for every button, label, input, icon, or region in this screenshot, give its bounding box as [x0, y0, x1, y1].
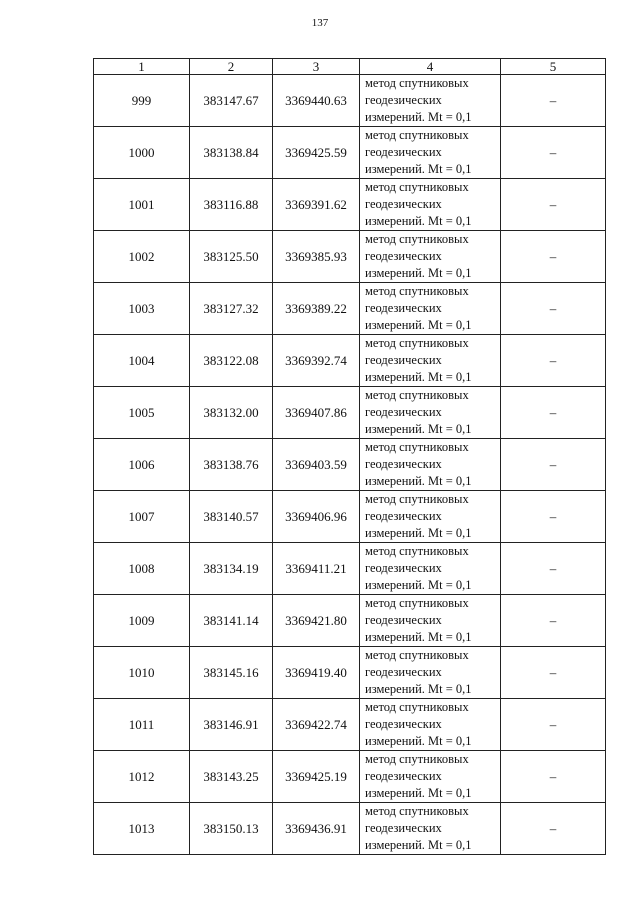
x-coordinate-cell: 383138.76: [190, 439, 273, 491]
note-cell: –: [501, 127, 606, 179]
y-coordinate-cell: 3369422.74: [273, 699, 360, 751]
point-number-cell: 1003: [94, 283, 190, 335]
method-line: измерений. Mt = 0,1: [365, 578, 472, 592]
x-coordinate-cell: 383145.16: [190, 647, 273, 699]
note-cell: –: [501, 179, 606, 231]
y-coordinate-cell: 3369425.59: [273, 127, 360, 179]
method-line: метод спутниковых: [365, 700, 469, 714]
method-line: геодезических: [365, 301, 442, 315]
point-number-cell: 1010: [94, 647, 190, 699]
method-cell: [360, 127, 501, 179]
method-line: геодезических: [365, 613, 442, 627]
method-cell: [360, 283, 501, 335]
coordinates-table: [93, 58, 606, 855]
note-cell: –: [501, 283, 606, 335]
method-line: измерений. Mt = 0,1: [365, 474, 472, 488]
x-coordinate-cell: 383150.13: [190, 803, 273, 855]
method-line: геодезических: [365, 145, 442, 159]
method-line: геодезических: [365, 457, 442, 471]
table-body: [94, 75, 606, 855]
method-line: метод спутниковых: [365, 596, 469, 610]
table-row: [94, 127, 606, 179]
point-number-cell: 1012: [94, 751, 190, 803]
method-line: метод спутниковых: [365, 336, 469, 350]
note-cell: –: [501, 335, 606, 387]
table-row: [94, 387, 606, 439]
table-row: [94, 439, 606, 491]
method-line: геодезических: [365, 717, 442, 731]
method-line: геодезических: [365, 821, 442, 835]
y-coordinate-cell: 3369421.80: [273, 595, 360, 647]
method-line: метод спутниковых: [365, 804, 469, 818]
method-line: измерений. Mt = 0,1: [365, 630, 472, 644]
method-line: измерений. Mt = 0,1: [365, 838, 472, 852]
note-cell: –: [501, 387, 606, 439]
header-col-3: 3: [273, 59, 360, 75]
point-number-cell: 1005: [94, 387, 190, 439]
method-cell: [360, 803, 501, 855]
y-coordinate-cell: 3369425.19: [273, 751, 360, 803]
note-cell: –: [501, 751, 606, 803]
point-number-cell: 1006: [94, 439, 190, 491]
point-number-cell: 1013: [94, 803, 190, 855]
y-coordinate-cell: 3369391.62: [273, 179, 360, 231]
y-coordinate-cell: 3369392.74: [273, 335, 360, 387]
method-cell: [360, 751, 501, 803]
point-number-cell: 1008: [94, 543, 190, 595]
method-line: измерений. Mt = 0,1: [365, 162, 472, 176]
method-line: геодезических: [365, 249, 442, 263]
y-coordinate-cell: 3369389.22: [273, 283, 360, 335]
y-coordinate-cell: 3369440.63: [273, 75, 360, 127]
y-coordinate-cell: 3369385.93: [273, 231, 360, 283]
note-cell: –: [501, 595, 606, 647]
method-line: геодезических: [365, 509, 442, 523]
point-number-cell: 1004: [94, 335, 190, 387]
method-line: метод спутниковых: [365, 76, 469, 90]
method-cell: [360, 491, 501, 543]
method-line: метод спутниковых: [365, 492, 469, 506]
table-row: [94, 231, 606, 283]
method-line: геодезических: [365, 353, 442, 367]
table-header: [94, 59, 606, 75]
y-coordinate-cell: 3369419.40: [273, 647, 360, 699]
method-line: метод спутниковых: [365, 440, 469, 454]
method-line: метод спутниковых: [365, 128, 469, 142]
point-number-cell: 1011: [94, 699, 190, 751]
method-line: метод спутниковых: [365, 180, 469, 194]
method-cell: [360, 179, 501, 231]
x-coordinate-cell: 383122.08: [190, 335, 273, 387]
method-line: геодезических: [365, 93, 442, 107]
note-cell: –: [501, 439, 606, 491]
method-line: метод спутниковых: [365, 232, 469, 246]
x-coordinate-cell: 383143.25: [190, 751, 273, 803]
x-coordinate-cell: 383146.91: [190, 699, 273, 751]
header-col-1: 1: [94, 59, 190, 75]
method-line: геодезических: [365, 665, 442, 679]
method-cell: [360, 75, 501, 127]
x-coordinate-cell: 383116.88: [190, 179, 273, 231]
method-line: метод спутниковых: [365, 388, 469, 402]
point-number-cell: 1009: [94, 595, 190, 647]
point-number-cell: 999: [94, 75, 190, 127]
table-row: [94, 283, 606, 335]
note-cell: –: [501, 231, 606, 283]
x-coordinate-cell: 383141.14: [190, 595, 273, 647]
y-coordinate-cell: 3369403.59: [273, 439, 360, 491]
point-number-cell: 1002: [94, 231, 190, 283]
header-col-5: 5: [501, 59, 606, 75]
table-row: [94, 699, 606, 751]
method-line: измерений. Mt = 0,1: [365, 422, 472, 436]
method-line: измерений. Mt = 0,1: [365, 214, 472, 228]
note-cell: –: [501, 647, 606, 699]
x-coordinate-cell: 383127.32: [190, 283, 273, 335]
x-coordinate-cell: 383138.84: [190, 127, 273, 179]
x-coordinate-cell: 383134.19: [190, 543, 273, 595]
point-number-cell: 1001: [94, 179, 190, 231]
method-cell: [360, 543, 501, 595]
header-col-2: 2: [190, 59, 273, 75]
note-cell: –: [501, 75, 606, 127]
point-number-cell: 1000: [94, 127, 190, 179]
table-row: [94, 179, 606, 231]
table-row: [94, 803, 606, 855]
x-coordinate-cell: 383140.57: [190, 491, 273, 543]
method-cell: [360, 231, 501, 283]
y-coordinate-cell: 3369411.21: [273, 543, 360, 595]
method-line: метод спутниковых: [365, 648, 469, 662]
method-line: метод спутниковых: [365, 544, 469, 558]
header-row: [94, 59, 606, 75]
method-line: измерений. Mt = 0,1: [365, 318, 472, 332]
method-cell: [360, 595, 501, 647]
note-cell: –: [501, 543, 606, 595]
method-line: измерений. Mt = 0,1: [365, 786, 472, 800]
table-row: [94, 491, 606, 543]
method-cell: [360, 699, 501, 751]
header-col-4: 4: [360, 59, 501, 75]
page-number: 137: [311, 17, 329, 29]
method-cell: [360, 335, 501, 387]
x-coordinate-cell: 383147.67: [190, 75, 273, 127]
method-line: геодезических: [365, 197, 442, 211]
method-line: измерений. Mt = 0,1: [365, 266, 472, 280]
note-cell: –: [501, 491, 606, 543]
y-coordinate-cell: 3369407.86: [273, 387, 360, 439]
y-coordinate-cell: 3369406.96: [273, 491, 360, 543]
method-line: метод спутниковых: [365, 752, 469, 766]
table-row: [94, 75, 606, 127]
method-line: измерений. Mt = 0,1: [365, 734, 472, 748]
table-row: [94, 751, 606, 803]
method-line: измерений. Mt = 0,1: [365, 526, 472, 540]
x-coordinate-cell: 383125.50: [190, 231, 273, 283]
method-cell: [360, 439, 501, 491]
y-coordinate-cell: 3369436.91: [273, 803, 360, 855]
method-line: измерений. Mt = 0,1: [365, 682, 472, 696]
note-cell: –: [501, 803, 606, 855]
method-line: геодезических: [365, 405, 442, 419]
method-cell: [360, 387, 501, 439]
x-coordinate-cell: 383132.00: [190, 387, 273, 439]
method-line: метод спутниковых: [365, 284, 469, 298]
table-row: [94, 335, 606, 387]
table-row: [94, 647, 606, 699]
table-row: [94, 543, 606, 595]
method-line: измерений. Mt = 0,1: [365, 110, 472, 124]
table-row: [94, 595, 606, 647]
note-cell: –: [501, 699, 606, 751]
point-number-cell: 1007: [94, 491, 190, 543]
method-line: измерений. Mt = 0,1: [365, 370, 472, 384]
method-line: геодезических: [365, 769, 442, 783]
method-line: геодезических: [365, 561, 442, 575]
method-cell: [360, 647, 501, 699]
